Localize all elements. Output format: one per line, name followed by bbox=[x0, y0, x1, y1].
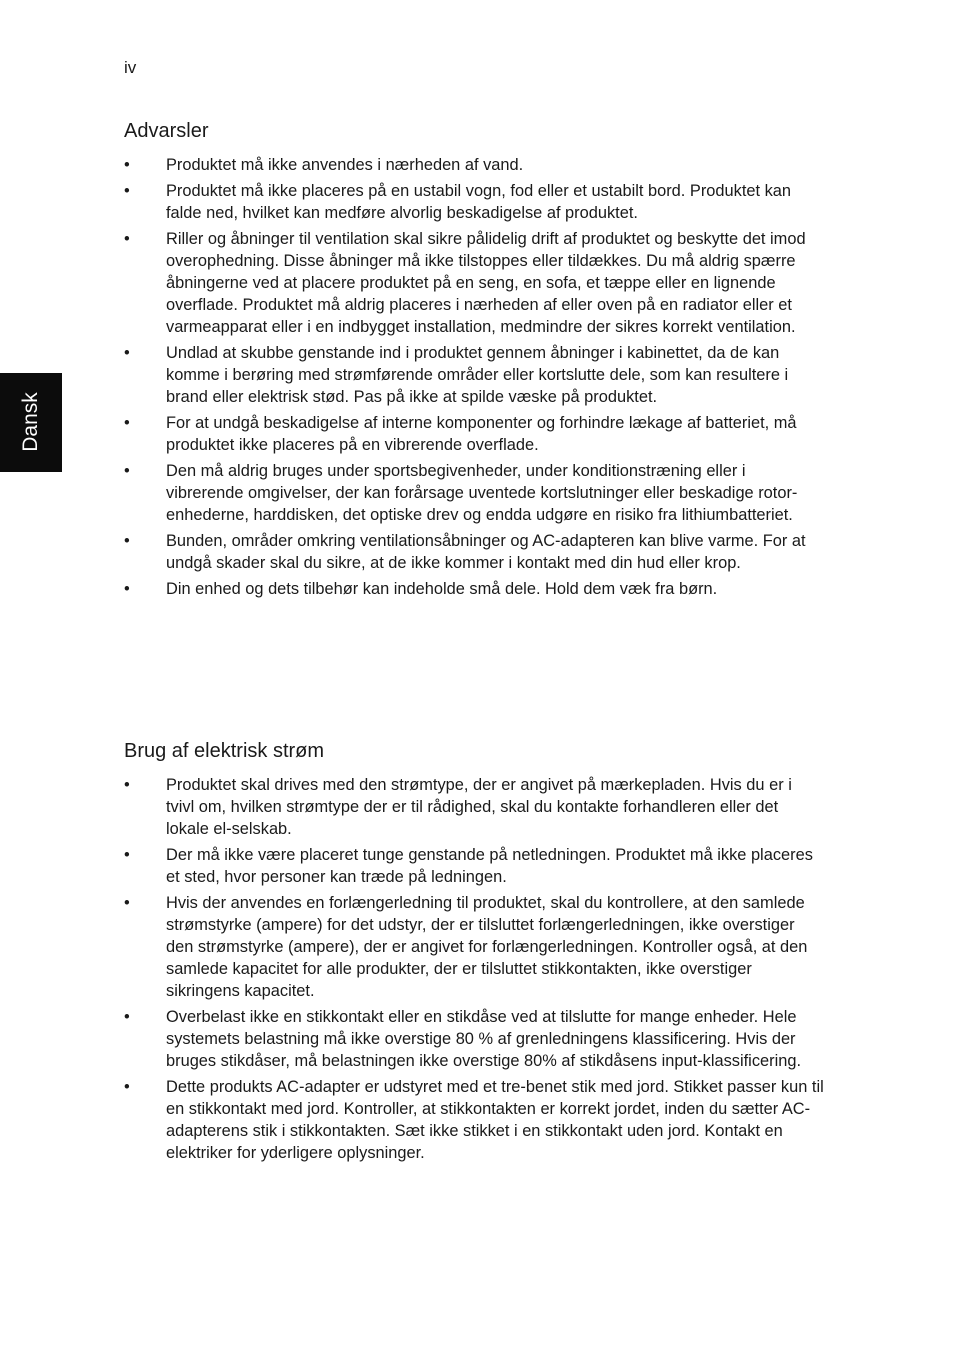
bullet-icon: • bbox=[124, 894, 130, 912]
language-tab bbox=[0, 373, 62, 472]
bullet-icon: • bbox=[124, 414, 130, 432]
electric-power-list bbox=[124, 774, 824, 1164]
list-item: • Overbelast ikke en stikkontakt eller en stikdåse ved at tilslutte for mange enheder. Hele systemets belastning må ikke overstige 80 % af grenledningens klassificering. Hvis der bruges stikdåser, må belastningen ikke overstige 80% af stikdåsens input-klassificering. bbox=[124, 1008, 802, 1070]
list-item: • Produktet må ikke placeres på en ustabil vogn, fod eller et ustabilt bord. Produktet kan falde ned, hvilket kan medføre alvorlig beskadigelse af produktet. bbox=[124, 182, 792, 222]
bullet-icon: • bbox=[124, 776, 130, 794]
bullet-icon: • bbox=[124, 230, 130, 248]
list-item: • Hvis der anvendes en forlængerledning til produktet, skal du kontrollere, at den samlede strømstyrke (ampere) for det udstyr, der er tilsluttet forlængerledningen, ikke overstiger den strømstyrke (ampere), der er angivet for forlængerledningen. Kontroller også, at den samlede kapacitet for alle produkter, der er tilsluttet stikkontakten, ikke overstiger sikringens kapacitet. bbox=[124, 894, 808, 1000]
electric-power-section bbox=[124, 739, 824, 1168]
bullet-icon: • bbox=[124, 846, 130, 864]
list-item: • Bunden, områder omkring ventilationsåbninger og AC-adapteren kan blive varme. For at undgå skader skal du sikre, at de ikke kommer i kontakt med din hud eller krop. bbox=[124, 532, 806, 572]
bullet-icon: • bbox=[124, 580, 130, 598]
electric-power-heading: Brug af elektrisk strøm bbox=[124, 740, 325, 762]
bullet-icon: • bbox=[124, 1008, 130, 1026]
bullet-icon: • bbox=[124, 532, 130, 550]
list-item: • Undlad at skubbe genstande ind i produktet gennem åbninger i kabinettet, da de kan komme i berøring med strømførende områder eller kortslutte dele, som kan resultere i brand eller elektrisk stød. Pas på ikke at spilde væske på produktet. bbox=[124, 344, 789, 406]
warnings-section bbox=[124, 119, 824, 604]
list-item: • Der må ikke være placeret tunge genstande på netledningen. Produktet må ikke placeres et sted, hvor personer kan træde på ledningen. bbox=[124, 846, 813, 886]
list-item: • Dette produkts AC-adapter er udstyret med et tre-benet stik med jord. Stikket passer kun til en stikkontakt med jord. Kontroller, at stikkontakten er korrekt jordet, inden du sætter AC-adapterens stik i stikkontakten. Sæt ikke stikket i en stikkontakt uden jord. Kontakt en elektriker for yderligere oplysninger. bbox=[124, 1078, 824, 1162]
bullet-icon: • bbox=[124, 1078, 130, 1096]
bullet-icon: • bbox=[124, 156, 130, 174]
list-item: • Den må aldrig bruges under sportsbegivenheder, under konditionstræning eller i vibrerende omgivelser, der kan forårsage uventede kortslutninger eller beskadige rotor-enhederne, harddisken, det optiske drev og endda udgøre en risiko fra lithiumbatteriet. bbox=[124, 462, 798, 524]
warnings-heading: Advarsler bbox=[124, 120, 209, 142]
list-item: • For at undgå beskadigelse af interne komponenter og forhindre lækage af batteriet, må produktet ikke placeres på en vibrerende overflade. bbox=[124, 414, 797, 454]
bullet-icon: • bbox=[124, 344, 130, 362]
list-item: • Din enhed og dets tilbehør kan indeholde små dele. Hold dem væk fra børn. bbox=[124, 580, 718, 598]
list-item: • Produktet må ikke anvendes i nærheden af vand. bbox=[124, 156, 524, 174]
bullet-icon: • bbox=[124, 462, 130, 480]
list-item: • Riller og åbninger til ventilation skal sikre pålidelig drift af produktet og beskytte det imod overophedning. Disse åbninger må ikke tilstoppes eller tildækkes. Du må aldrig spærre åbningerne ved at placere produktet på en seng, en sofa, et tæppe eller en lignende overflade. Produktet må aldrig placeres i nærheden af eller oven på en radiator eller et varmeapparat eller i en indbygget installation, medmindre der sikres korrekt ventilation. bbox=[124, 230, 806, 336]
warnings-list bbox=[124, 154, 824, 600]
language-tab-label: Dansk bbox=[19, 392, 42, 452]
page-number: iv bbox=[124, 58, 137, 77]
bullet-icon: • bbox=[124, 182, 130, 200]
list-item: • Produktet skal drives med den strømtype, der er angivet på mærkepladen. Hvis du er i tvivl om, hvilken strømtype der er til rådighed, skal du kontakte forhandleren eller det lokale el-selskab. bbox=[124, 776, 792, 838]
